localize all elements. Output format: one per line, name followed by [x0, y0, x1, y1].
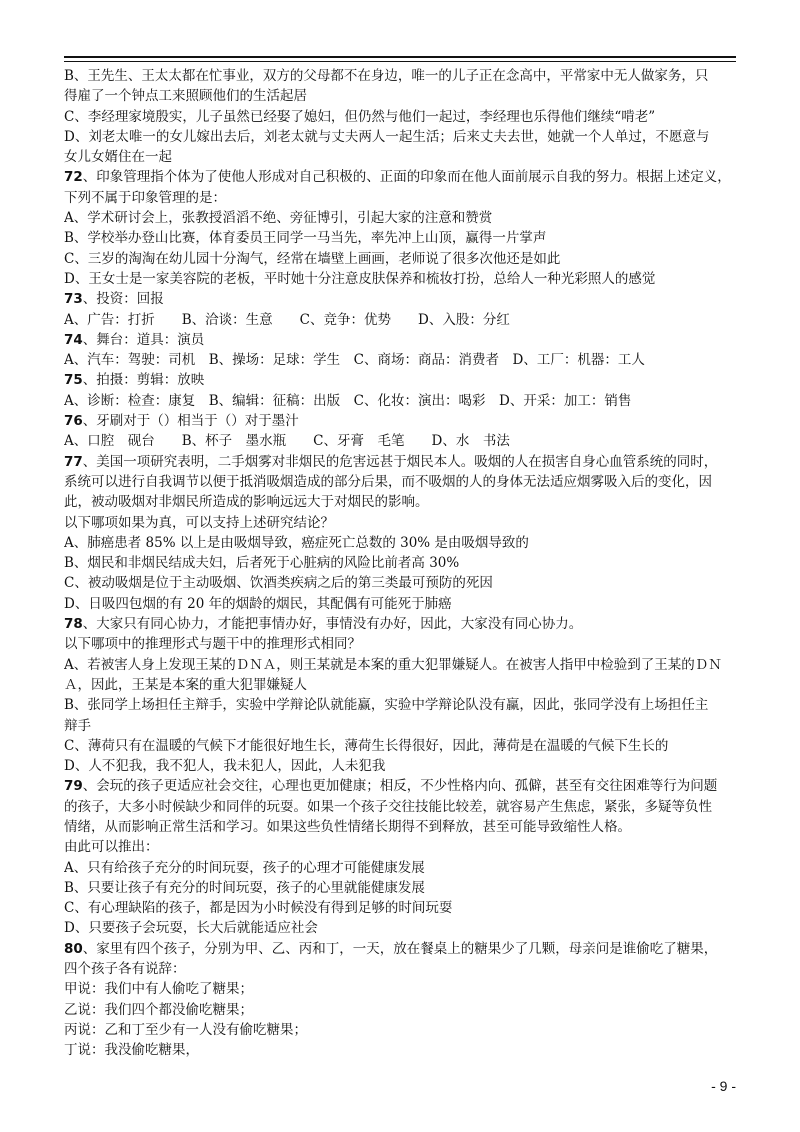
- line-text: B、张同学上场担任主辩手，实验中学辩论队就能赢，实验中学辩论队没有赢，因此，张同学没有上场担任主: [64, 697, 709, 714]
- line-text: 系统可以进行自我调节以便于抵消吸烟造成的部分后果，而不吸烟的人的身体无法适应烟雾吸入后的变化，因: [64, 473, 712, 490]
- line-text: C、薄荷只有在温暖的气候下才能很好地生长，薄荷生长得很好，因此，薄荷是在温暖的气候下生长的: [64, 737, 669, 754]
- line-text: B、王先生、王太太都在忙事业，双方的父母都不在身边，唯一的儿子正在念高中，平常家中无人做家务，只: [64, 68, 709, 84]
- page-number: - 9 -: [711, 1078, 736, 1094]
- line-text: 、舞台：道具：演员: [82, 331, 205, 348]
- text-line: [64, 208, 740, 228]
- text-line: [64, 594, 740, 614]
- text-line: [64, 350, 740, 370]
- text-line: [64, 837, 740, 857]
- question-number: 75: [64, 372, 83, 389]
- text-line: [64, 228, 740, 248]
- line-text: A、广告：打折 B、洽谈：生意 C、竞争：优势 D、入股：分红: [64, 311, 510, 328]
- line-text: 丁说：我没偷吃糖果，: [64, 1042, 199, 1059]
- line-text: 、印象管理指个体为了使他人形成对自己积极的、正面的印象而在他人面前展示自我的努力。根据上述定义，: [82, 169, 731, 186]
- text-line: [64, 553, 740, 573]
- question-number: 80: [64, 940, 83, 957]
- line-text: 、会玩的孩子更适应社会交往，心理也更加健康；相反，不少性格内向、孤僻，甚至有交往困难等行为问题: [82, 778, 718, 795]
- line-text: A、若被害人身上发现王某的ＤＮＡ，则王某就是本案的重大犯罪嫌疑人。在被害人指甲中检验到了王某的ＤＮ: [64, 656, 722, 673]
- text-line: [64, 107, 740, 127]
- line-text: 、大家只有同心协力，才能把事情办好，事情没有办好，因此，大家没有同心协力。: [82, 616, 583, 633]
- line-text: 下列不属于印象管理的是：: [64, 189, 226, 206]
- line-text: 得雇了一个钟点工来照顾他们的生活起居: [64, 88, 307, 105]
- text-line: [64, 1040, 740, 1060]
- header-rule-thin: [64, 61, 736, 62]
- text-line: [64, 86, 740, 106]
- text-line: [64, 310, 740, 330]
- text-line: [64, 249, 740, 269]
- line-text: D、人不犯我，我不犯人，我未犯人，因此，人未犯我: [64, 758, 386, 775]
- question-line: [64, 167, 740, 187]
- line-text: 、家里有四个孩子，分别为甲、乙、丙和丁，一天，放在餐桌上的糖果少了几颗，母亲问是谁偷吃了糖果，: [82, 940, 718, 957]
- question-number: 77: [64, 453, 83, 470]
- text-line: [64, 492, 740, 512]
- line-text: D、王女士是一家美容院的老板，平时她十分注意皮肤保养和梳妆打扮，总给人一种光彩照人的感觉: [64, 270, 656, 287]
- line-text: 乙说：我们四个都没偷吃糖果；: [64, 1001, 253, 1018]
- line-text: 、投资：回报: [82, 291, 164, 308]
- line-text: 女儿女婿住在一起: [64, 149, 172, 166]
- text-line: [64, 797, 740, 817]
- question-number: 79: [64, 778, 83, 795]
- text-line: [64, 513, 740, 533]
- question-line: [64, 411, 740, 431]
- line-text: 甲说：我们中有人偷吃了糖果；: [64, 981, 253, 998]
- line-text: A、只有给孩子充分的时间玩耍，孩子的心理才可能健康发展: [64, 859, 425, 876]
- text-line: [64, 634, 740, 654]
- question-line: [64, 939, 740, 959]
- text-line: [64, 979, 740, 999]
- text-line: [64, 858, 740, 878]
- question-number: 72: [64, 169, 83, 186]
- text-line: [64, 269, 740, 289]
- line-text: A、诊断：检查：康复 B、编辑：征稿：出版 C、化妆：演出：喝彩 D、开采：加工：销售: [64, 392, 632, 409]
- text-line: [64, 147, 740, 167]
- text-line: [64, 188, 740, 208]
- question-number: 78: [64, 616, 83, 633]
- text-line: [64, 898, 740, 918]
- line-text: 由此可以推出：: [64, 839, 159, 856]
- text-line: [64, 918, 740, 938]
- text-line: [64, 959, 740, 979]
- text-line: [64, 655, 740, 675]
- line-text: 、美国一项研究表明，二手烟雾对非烟民的危害远甚于烟民本人。吸烟的人在损害自身心血管系统的同时，: [82, 453, 718, 470]
- question-line: [64, 330, 740, 350]
- text-line: [64, 756, 740, 776]
- document-body: [64, 66, 740, 1061]
- line-text: A、肺癌患者 85% 以上是由吸烟导致，癌症死亡总数的 30% 是由吸烟导致的: [64, 534, 529, 551]
- text-line: [64, 431, 740, 451]
- line-text: 丙说：乙和丁至少有一人没有偷吃糖果；: [64, 1021, 307, 1038]
- line-text: 、牙刷对于（）相当于（）对于墨汁: [82, 413, 299, 430]
- line-text: C、三岁的淘淘在幼儿园十分淘气，经常在墙壁上画画，老师说了很多次他还是如此: [64, 250, 561, 267]
- text-line: [64, 1020, 740, 1040]
- text-line: [64, 66, 740, 86]
- text-line: [64, 817, 740, 837]
- text-line: [64, 675, 740, 695]
- line-text: C、被动吸烟是位于主动吸烟、饮酒类疾病之后的第三类最可预防的死因: [64, 575, 493, 592]
- text-line: [64, 573, 740, 593]
- line-text: 此，被动吸烟对非烟民所造成的影响远远大于对烟民的影响。: [64, 494, 429, 511]
- line-text: Ａ，因此，王某是本案的重大犯罪嫌疑人: [64, 676, 307, 693]
- question-line: [64, 614, 740, 634]
- line-text: 辩手: [64, 717, 91, 734]
- question-number: 73: [64, 291, 83, 308]
- line-text: B、学校举办登山比赛，体育委员王同学一马当先，率先冲上山顶，赢得一片掌声: [64, 230, 547, 247]
- question-number: 74: [64, 331, 83, 348]
- line-text: B、只要让孩子有充分的时间玩耍，孩子的心里就能健康发展: [64, 879, 425, 896]
- line-text: B、烟民和非烟民结成夫妇，后者死于心脏病的风险比前者高 30%: [64, 555, 460, 572]
- line-text: A、汽车：驾驶：司机 B、操场：足球：学生 C、商场：商品：消费者 D、工厂：机器：工人: [64, 352, 645, 369]
- line-text: C、有心理缺陷的孩子，都是因为小时候没有得到足够的时间玩耍: [64, 900, 453, 917]
- line-text: A、口腔 砚台 B、杯子 墨水瓶 C、牙膏 毛笔 D、水 书法: [64, 433, 510, 450]
- line-text: A、学术研讨会上，张教授滔滔不绝、旁征博引，引起大家的注意和赞赏: [64, 210, 493, 227]
- question-line: [64, 289, 740, 309]
- text-line: [64, 1000, 740, 1020]
- header-rule-thick: [64, 56, 736, 58]
- line-text: 的孩子，大多小时候缺少和同伴的玩耍。如果一个孩子交往技能比较差，就容易产生焦虑，紧张，多疑等负性: [64, 798, 712, 815]
- text-line: [64, 391, 740, 411]
- text-line: [64, 127, 740, 147]
- question-line: [64, 452, 740, 472]
- line-text: 以下哪项如果为真，可以支持上述研究结论？: [64, 514, 334, 531]
- line-text: 情绪，从而影响正常生活和学习。如果这些负性情绪长期得不到释放，甚至可能导致缩性人格。: [64, 818, 631, 835]
- question-number: 76: [64, 413, 83, 430]
- text-line: [64, 472, 740, 492]
- line-text: D、日吸四包烟的有 20 年的烟龄的烟民，其配偶有可能死于肺癌: [64, 595, 452, 612]
- line-text: 四个孩子各有说辞：: [64, 961, 186, 978]
- question-line: [64, 370, 740, 390]
- text-line: [64, 716, 740, 736]
- text-line: [64, 878, 740, 898]
- line-text: D、只要孩子会玩耍，长大后就能适应社会: [64, 920, 318, 937]
- line-text: 以下哪项中的推理形式与题干中的推理形式相同？: [64, 636, 361, 653]
- line-text: D、刘老太唯一的女儿嫁出去后，刘老太就与丈夫两人一起生活；后来丈夫去世，她就一个人单过，不愿意与: [64, 128, 710, 145]
- text-line: [64, 695, 740, 715]
- text-line: [64, 533, 740, 553]
- line-text: 、拍摄：剪辑：放映: [82, 372, 205, 389]
- line-text: C、李经理家境殷实，儿子虽然已经娶了媳妇，但仍然与他们一起过，李经理也乐得他们继续“啃老”: [64, 108, 656, 125]
- text-line: [64, 736, 740, 756]
- question-line: [64, 776, 740, 796]
